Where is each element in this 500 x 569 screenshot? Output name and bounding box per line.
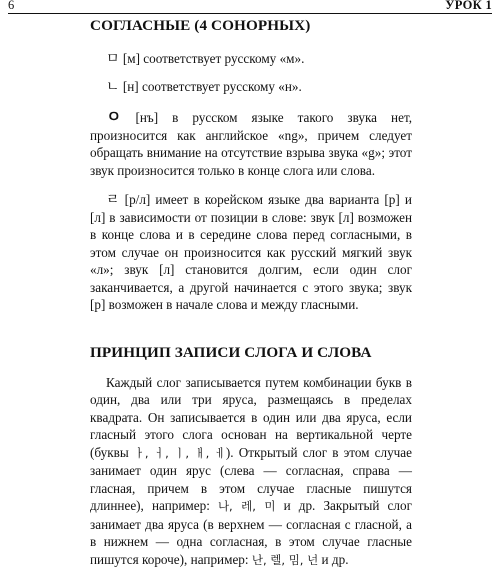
jamo-ng: ㅇ: [106, 109, 121, 125]
consonant-m-paragraph: [90, 50, 412, 68]
vertical-vowels: ㅏ, ㅓ, ㅣ, ㅐ, ㅔ: [134, 446, 226, 460]
syllable-principle-paragraph: [90, 374, 412, 569]
open-syllable-examples: 나, 레, 미: [218, 499, 276, 513]
jamo-m: ㅁ: [106, 52, 120, 66]
consonants-heading: СОГЛАСНЫЕ (4 СОНОРНЫХ): [90, 16, 412, 36]
jamo-r: ㄹ: [106, 193, 120, 207]
page-content: [90, 14, 412, 569]
principle-text-4: и др.: [318, 552, 348, 567]
jamo-n: ㄴ: [106, 80, 120, 94]
principle-text-2: ). Открытый слог в этом случае занимает один ярус (слева — согласная, справа — гласная, причем в этом случае гласные пишутся длиннее), например:: [90, 445, 412, 514]
chapter-label: УРОК 1: [445, 0, 492, 11]
consonant-r-paragraph: [90, 191, 412, 314]
consonant-m-text: [м] соответствует русскому «м».: [123, 51, 305, 66]
consonant-ng-text: [нъ] в русском языке такого звука нет, произносится как английское «ng», причем следует обращать внимание на отсутствие взрыва звука «g»; этот звук произносится только в конце слога или слова.: [90, 110, 412, 178]
running-head: [8, 0, 492, 14]
principle-text-1: Каждый слог записывается путем комбинации букв в один, два или три яруса, размещаясь в пределах квадрата. Он записывается в один или два яруса, если гласный этого слога основан на вертикальной черте (буквы: [90, 375, 412, 460]
consonant-r-text: [р/л] имеет в корейском языке два варианта [р] и [л] в зависимости от позиции в слове: звук [л] возможен в конце слова и в середине слова перед согласными, в этом случае он произносится как русский мягкий звук «л»; звук [л] становится долгим, если один слог заканчивается, а другой начинается с этого звука; звук [р] возможен в начале слова и между гласными.: [90, 192, 412, 312]
consonant-n-text: [н] соответствует русскому «н».: [123, 79, 302, 94]
principle-text-3: и др. Закрытый слог занимает два яруса (в верхнем — согласная с гласной, а в нижнем — одна согласная, в этом случае гласные пишутся короче), например:: [90, 498, 412, 567]
consonant-ng-paragraph: [90, 109, 412, 179]
consonant-n-paragraph: [90, 78, 412, 96]
syllable-principle-heading: ПРИНЦИП ЗАПИСИ СЛОГА И СЛОВА: [90, 343, 412, 363]
page-number: 6: [8, 0, 14, 11]
closed-syllable-examples: 난, 렐, 밈, 넌: [252, 553, 318, 567]
